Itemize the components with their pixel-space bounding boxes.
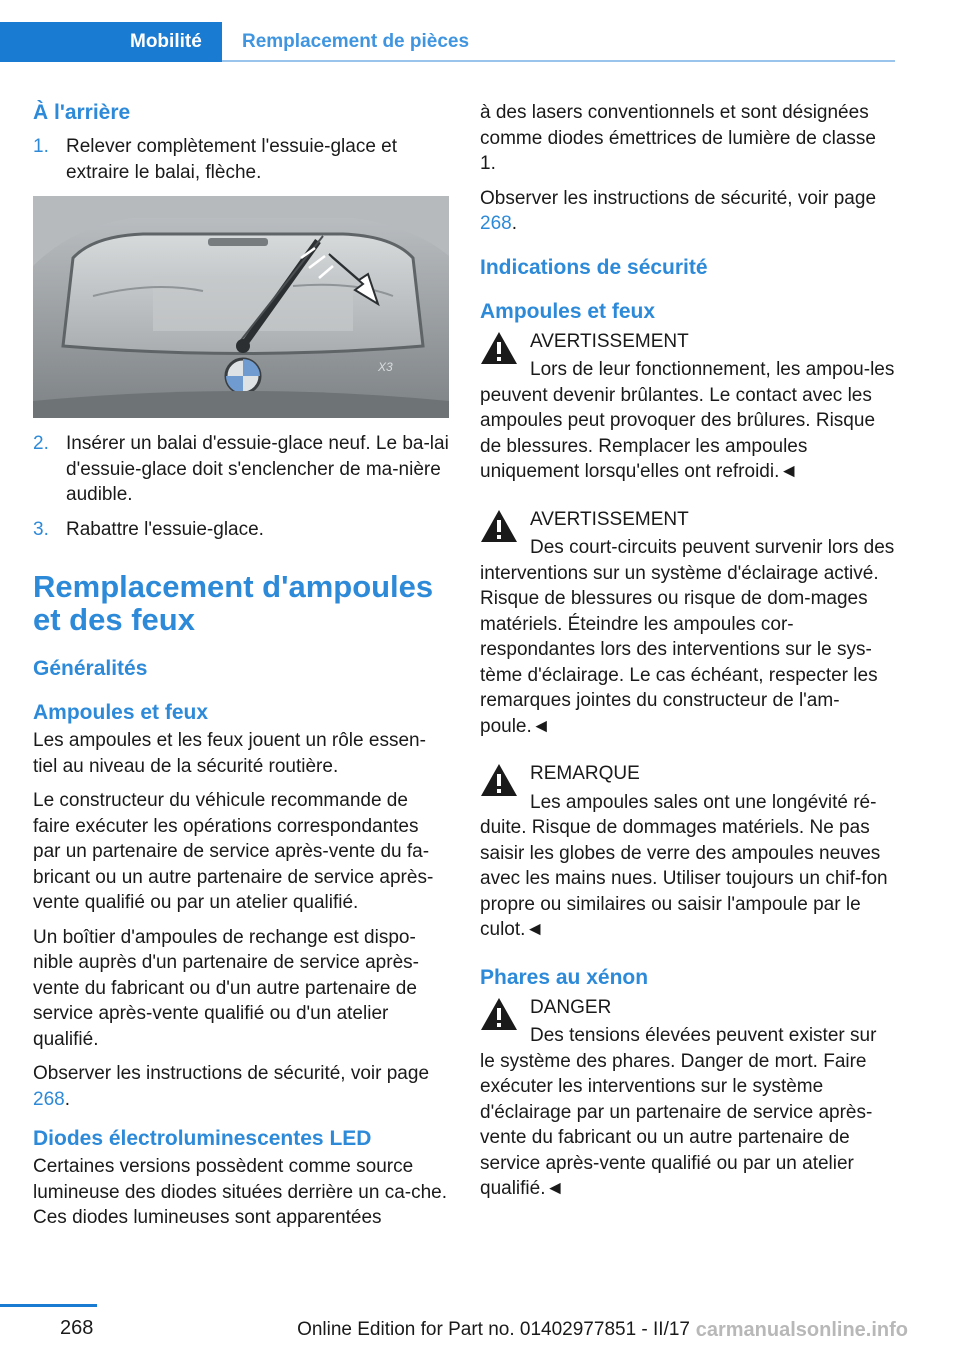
page-header [0,22,895,62]
footer-rule [0,1304,97,1307]
step-2-number: 2. [33,433,49,454]
right-column [480,100,896,1224]
heading-bulb-replacement: Remplacement d'ampoules et des feux [33,569,434,637]
svg-text:X3: X3 [378,360,393,374]
header-rule [222,60,895,62]
paragraph-safety-reference-right: Observer les instructions de sécurité, voir page 268. [480,187,877,234]
left-column [33,100,449,1240]
warning-triangle-icon [480,331,518,365]
heading-safety-notes: Indications de sécurité [480,255,708,279]
warning-block-1 [480,329,896,485]
paragraph-manufacturer-recommendation: Le constructeur du véhicule recommande de faire exécuter les opérations correspondantes par un partenaire de service après-vente du fa-bricant ou un autre partenaire de service après-vente qualifié ou par un atelier qualifié. [33,790,434,913]
notice-body: Les ampoules sales ont une longévité ré-duite. Risque de dommages matériels. Ne pas saisir les globes de verre des ampoules neuves avec les mains nues. Utiliser toujours un chif-fon propre ou similaires ou saisir l'ampoule par le culot.◄ [480,791,888,940]
warning-triangle-icon [480,997,518,1031]
paragraph-bulbs-role: Les ampoules et les feux jouent un rôle essen-tiel au niveau de la sécurité routière. [33,730,426,777]
danger-title: DANGER [530,996,612,1018]
warning-2-title: AVERTISSEMENT [530,508,689,530]
section-tab [0,22,222,62]
notice-block [480,761,896,943]
heading-rear: À l'arrière [33,101,131,124]
paragraph-safety-reference: Observer les instructions de sécurité, voir page 268. [33,1063,430,1110]
page-number: 268 [60,1317,94,1339]
paragraph-spare-bulb-box: Un boîtier d'ampoules de rechange est dispo-nible auprès d'un partenaire de service après-vente du fabricant ou d'un autre partenaire de service après-vente qualifié ou d'un atelier qualifié. [33,926,419,1050]
page-link-268-right[interactable]: 268 [480,213,512,234]
heading-bulbs: Ampoules et feux [33,701,209,724]
step-1-text: Relever complètement l'essuie-glace et extraire le balai, flèche. [66,136,398,183]
step-3-text: Rabattre l'essuie-glace. [66,518,264,540]
safety-reference-text-right: Observer les instructions de sécurité, voir page [480,187,877,209]
section-label: Mobilité [130,31,202,52]
warning-triangle-icon [480,763,518,797]
heading-led: Diodes électroluminescentes LED [33,1127,372,1150]
step-2-text: Insérer un balai d'essuie-glace neuf. Le ba-lai d'essuie-glace doit s'enclencher de ma-nière audible. [66,433,449,505]
step-2 [33,431,449,508]
watermark: carmanualsonline.info [695,1319,908,1341]
paragraph-led: Certaines versions possèdent comme source lumineuse des diodes situées derrière un ca-che. Ces diodes lumineuses sont apparentées [33,1156,448,1228]
step-1 [33,134,449,185]
safety-reference-text: Observer les instructions de sécurité, voir page [33,1063,430,1084]
heading-bulbs-right: Ampoules et feux [480,299,656,323]
warning-block-2 [480,507,896,740]
paragraph-led-continued: à des lasers conventionnels et sont désignées comme diodes émettrices de lumière de classe 1. [480,102,877,174]
heading-xenon: Phares au xénon [480,965,649,989]
warning-2-body: Des court-circuits peuvent survenir lors des interventions sur un système d'éclairage activé. Risque de blessures ou risque de dom-mages matériels. Éteindre les ampoules cor-respondantes lors des interventions sur le sys-tème d'éclairage. Le cas échéant, respecter les remarques jointes du constructeur de l'am-poule.◄ [480,537,895,737]
page-link-268[interactable]: 268 [33,1088,65,1110]
step-1-number: 1. [33,136,49,157]
heading-general: Généralités [33,657,148,680]
notice-title: REMARQUE [530,763,640,784]
warning-1-title: AVERTISSEMENT [530,330,689,352]
warning-triangle-icon [480,509,518,543]
subsection-label: Remplacement de pièces [242,31,470,52]
edition-text: Online Edition for Part no. 01402977851 - II/17 [297,1319,690,1340]
rear-wiper-photo [33,196,449,418]
danger-block [480,995,896,1202]
step-3 [33,517,449,543]
danger-body: Des tensions élevées peuvent exister sur le système des phares. Danger de mort. Faire exécuter les interventions sur le système d'éclairage par un partenaire de service après-vente du fabricant ou un autre partenaire de service après-vente qualifié ou par un atelier qualifié.◄ [480,1025,877,1199]
warning-1-body: Lors de leur fonctionnement, les ampou-les peuvent devenir brûlantes. Le contact avec les ampoules peut provoquer des brûlures. Risque de blessures. Remplacer les ampoules uniquement lorsqu'elles ont refroidi.◄ [480,359,895,482]
step-3-number: 3. [33,518,49,540]
